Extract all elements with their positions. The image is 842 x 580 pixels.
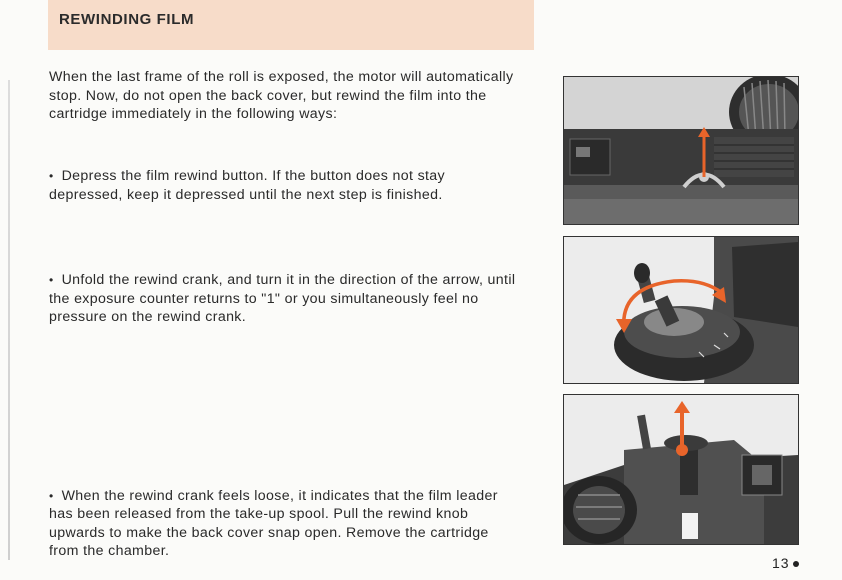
photo-3-illustration [564, 395, 798, 544]
page-number-text: 13 [772, 555, 790, 571]
step-1 [49, 167, 519, 204]
photo-2-illustration [564, 237, 798, 383]
step-1-text: Depress the film rewind button. If the button does not stay depressed, keep it depressed until the next step is finished. [49, 168, 445, 203]
rewind-knob-pull-up-photo [563, 394, 799, 545]
bullet-icon: • [49, 488, 54, 503]
step-3 [49, 487, 519, 561]
bullet-icon: • [49, 273, 54, 287]
section-title: REWINDING FILM [59, 11, 195, 28]
intro-paragraph: When the last frame of the roll is exposed, the motor will automatically stop. Now, do not open the back cover, but rewind the film into the cartridge immediately in the following ways: [49, 69, 514, 122]
page-dot-icon [793, 561, 799, 567]
page-number [772, 555, 799, 571]
step-3-text: When the rewind crank feels loose, it indicates that the film leader has been released from the take-up spool. Pull the rewind knob upwards to make the back cover snap open. Remove the cartridge from the chamber. [49, 487, 498, 559]
section-header-band [48, 0, 534, 50]
step-2 [49, 271, 519, 327]
step-2-text: Unfold the rewind crank, and turn it in the direction of the arrow, until the exposure counter returns to "1" or you simultaneously feel no pressure on the rewind crank. [49, 272, 516, 325]
bullet-icon: • [49, 169, 54, 183]
camera-bottom-rewind-button-photo [563, 76, 799, 225]
rewind-crank-rotation-photo [563, 236, 799, 384]
photo-1-illustration [564, 77, 798, 224]
page-edge-shadow [8, 80, 10, 560]
